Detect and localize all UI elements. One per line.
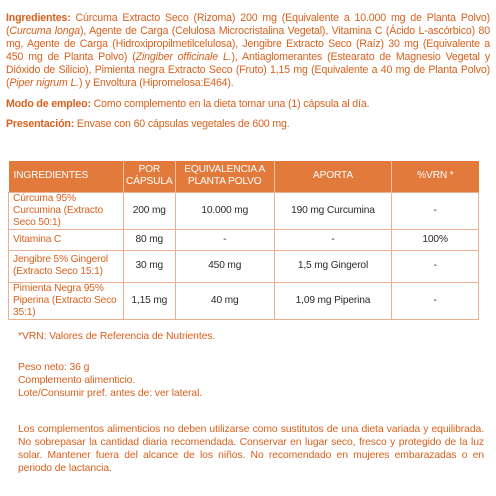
ingredients-label: Ingredientes:	[6, 12, 71, 24]
net-weight: Peso neto: 36 g	[18, 362, 90, 373]
table-row	[9, 250, 479, 282]
cell-equivalence: 40 mg	[175, 282, 274, 319]
header-por-capsula: POR CÁPSULA	[123, 161, 175, 192]
header-ingredientes: INGREDIENTES	[9, 161, 124, 192]
table-row	[9, 229, 479, 250]
cell-provides: 1,5 mg Gingerol	[274, 250, 392, 282]
cell-ingredient: Jengibre 5% Gingerol (Extracto Seco 15:1)	[9, 250, 124, 282]
cell-per-capsule: 200 mg	[123, 192, 175, 229]
cell-vrn: 100%	[392, 229, 479, 250]
table-row	[9, 192, 479, 229]
ingredients-text-2: ), Agente de Carga (Celulosa Microcristalina Vegetal), Vitamina C (Ácido L-ascórbico) 80 mg, Agente de Carga (Hidroxipropilmetilcelulosa), Jengibre Extracto Seco (Raíz) 30 mg (Equivalente a 450 mg de Planta Polvo) (	[6, 25, 490, 64]
cell-provides: 190 mg Curcumina	[274, 192, 392, 229]
cell-vrn: -	[392, 192, 479, 229]
usage-paragraph	[6, 98, 490, 111]
usage-label: Modo de empleo:	[6, 97, 91, 110]
ingredients-text-1: Cúrcuma Extracto Seco (Rizoma) 200 mg (Equivalente a 10.000 mg de Planta Polvo) (	[6, 12, 490, 38]
ingredients-text-3: ), Antiaglomerantes (Estearato de Magnesio Vegetal y Dióxido de Silicio), Pimienta negra Extracto Seco (Fruto) 1,15 mg (Equivalente a 40 mg de Planta Polvo) (	[6, 51, 490, 90]
nutrition-table	[8, 161, 479, 320]
cell-ingredient: Vitamina C	[9, 229, 124, 250]
cell-per-capsule: 1,15 mg	[123, 282, 175, 319]
header-vrn: %VRN *	[392, 161, 479, 192]
cell-vrn: -	[392, 250, 479, 282]
table-row	[9, 282, 479, 319]
cell-vrn: -	[392, 282, 479, 319]
ingredients-latin-piper: Piper nigrum L.	[9, 77, 79, 90]
cell-equivalence: -	[175, 229, 274, 250]
lot-info: Lote/Consumir pref. antes de: ver lateral.	[18, 388, 203, 399]
header-aporta: APORTA	[274, 161, 392, 192]
presentation-paragraph	[6, 118, 490, 131]
warning-text: Los complementos alimenticios no deben utilizarse como sustitutos de una dieta variada y equilibrada. No sobrepasar la cantidad diaria recomendada. Conservar en lugar seco, fresco y protegido de la luz solar. Mantener fuera del alcance de los niños. No recomendado en mujeres embarazadas o en periodo de lactancia.	[18, 424, 484, 474]
complement-label: Complemento alimenticio.	[18, 375, 136, 386]
presentation-text: Envase con 60 cápsulas vegetales de 600 mg.	[74, 117, 290, 130]
ingredients-text-4: ) y Envoltura (Hipromelosa:E464).	[78, 77, 234, 90]
cell-equivalence: 450 mg	[175, 250, 274, 282]
ingredients-latin-zingiber: Zingiber officinale L.	[135, 51, 232, 64]
ingredients-paragraph	[6, 12, 490, 91]
label-text-block	[6, 12, 490, 131]
presentation-label: Presentación:	[6, 117, 75, 130]
cell-per-capsule: 80 mg	[123, 229, 175, 250]
ingredients-latin-curcuma: Curcuma longa	[9, 25, 80, 38]
cell-ingredient: Pimienta Negra 95% Piperina (Extracto Seco 35:1)	[9, 282, 124, 319]
cell-ingredient: Cúrcuma 95% Curcumina (Extracto Seco 50:1)	[9, 192, 124, 229]
usage-text: Como complemento en la dieta tomar una (1) cápsula al día.	[90, 97, 370, 110]
cell-provides: -	[274, 229, 392, 250]
header-equivalencia: EQUIVALENCIA A PLANTA POLVO	[175, 161, 274, 192]
vrn-footnote: *VRN: Valores de Referencia de Nutrientes.	[18, 331, 216, 342]
table-header-row	[9, 161, 479, 192]
product-info-block	[18, 361, 202, 400]
cell-equivalence: 10.000 mg	[175, 192, 274, 229]
cell-provides: 1,09 mg Piperina	[274, 282, 392, 319]
cell-per-capsule: 30 mg	[123, 250, 175, 282]
